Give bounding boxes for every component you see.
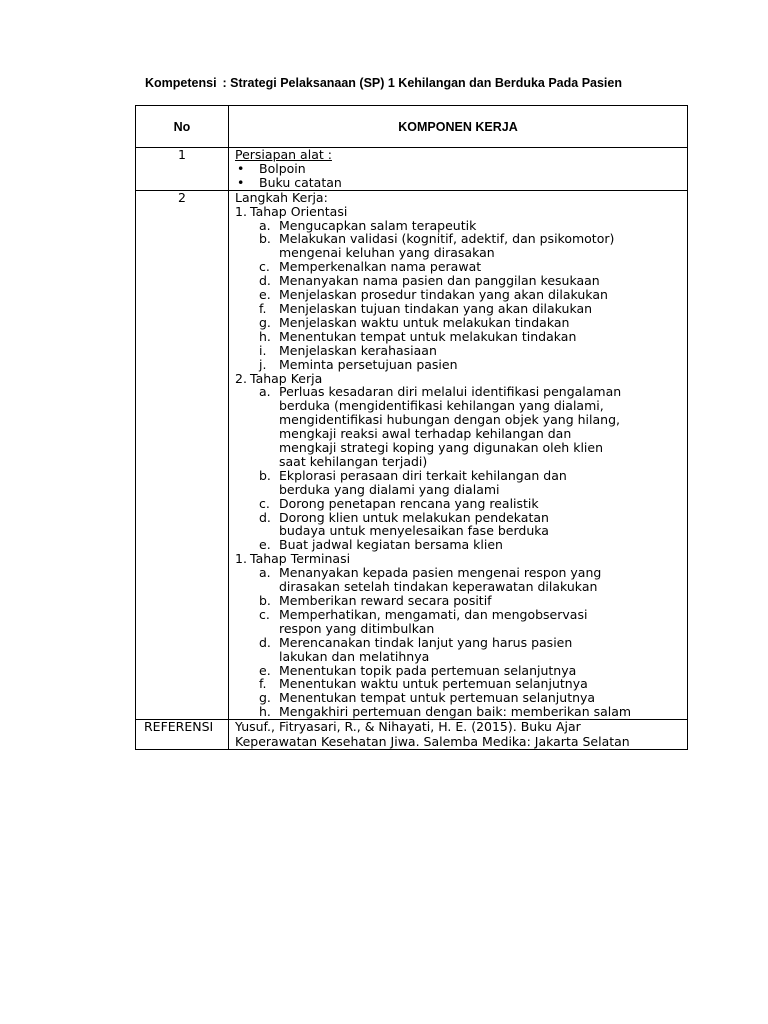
item-letter: h.: [259, 328, 271, 344]
list-item-text: Menentukan tempat untuk melakukan tindakan: [279, 328, 577, 344]
list-item-text: Meminta persetujuan pasien: [279, 356, 458, 372]
list-item: [235, 636, 687, 650]
list-item: [235, 691, 687, 705]
list-item-text: Merencanakan tindak lanjut yang harus pasien: [279, 634, 573, 650]
list-item: [235, 316, 687, 330]
list-item-continuation: [235, 399, 687, 413]
section-number: 1.: [235, 551, 247, 567]
list-item-text: Menentukan topik pada pertemuan selanjutnya: [279, 662, 577, 678]
list-item: [235, 705, 687, 719]
list-item-text: mengkaji strategi koping yang digunakan oleh klien: [279, 440, 603, 456]
item-letter: d.: [259, 273, 271, 289]
item-letter: e.: [259, 537, 271, 553]
item-letter: g.: [259, 690, 271, 706]
document-heading: [145, 76, 705, 90]
list-item-text: Melakukan validasi (kognitif, adektif, dan psikomotor): [279, 231, 615, 247]
list-item-text: saat kehilangan terjadi): [279, 453, 428, 469]
list-item-text: Menjelaskan prosedur tindakan yang akan dilakukan: [279, 287, 608, 303]
list-item-text: berduka (mengidentifikasi kehilangan yang dialami,: [279, 398, 604, 414]
list-item-text: Bolpoin: [259, 160, 306, 176]
referensi-cell: [229, 720, 688, 750]
section-heading: [235, 205, 687, 219]
list-item-text: mengkaji reaksi awal terhadap kehilangan dan: [279, 426, 572, 442]
list-item: [235, 162, 687, 176]
list-item-continuation: [235, 455, 687, 469]
list-item: [235, 274, 687, 288]
list-item: [235, 385, 687, 399]
list-item-continuation: [235, 483, 687, 497]
list-item-text: Dorong klien untuk melakukan pendekatan: [279, 509, 549, 525]
list-item-continuation: [235, 580, 687, 594]
row-number: 1: [136, 148, 229, 191]
list-item-text: Mengakhiri pertemuan dengan baik: memberikan salam: [279, 704, 632, 720]
bullet-icon: •: [237, 174, 245, 190]
list-item-text: Menentukan waktu untuk pertemuan selanjutnya: [279, 676, 588, 692]
list-item: [235, 511, 687, 525]
list-item: [235, 497, 687, 511]
list-item-text: Ekplorasi perasaan diri terkait kehilangan dan: [279, 467, 567, 483]
list-item-continuation: [235, 524, 687, 538]
list-item-text: Menanyakan kepada pasien mengenai respon yang: [279, 565, 602, 581]
item-letter: c.: [259, 495, 270, 511]
list-item-text: Memperhatikan, mengamati, dan mengobservasi: [279, 606, 588, 622]
table-row-langkah: [136, 190, 688, 719]
list-item: [235, 288, 687, 302]
list-item-text: Mengucapkan salam terapeutik: [279, 217, 477, 233]
item-letter: a.: [259, 217, 271, 233]
section-heading: [235, 372, 687, 386]
list-item-text: Menjelaskan tujuan tindakan yang akan dilakukan: [279, 300, 593, 316]
item-letter: b.: [259, 467, 271, 483]
list-item: [235, 566, 687, 580]
list-item-text: budaya untuk menyelesaikan fase berduka: [279, 523, 549, 539]
persiapan-title: Persiapan alat :: [235, 147, 332, 162]
list-item-text: Memperkenalkan nama perawat: [279, 259, 482, 275]
bullet-icon: •: [237, 160, 245, 176]
sp-table: [135, 105, 688, 750]
list-item-text: berduka yang dialami yang dialami: [279, 481, 500, 497]
list-item-continuation: [235, 650, 687, 664]
list-item-text: Menjelaskan kerahasiaan: [279, 342, 437, 358]
item-letter: g.: [259, 314, 271, 330]
list-item-text: mengidentifikasi hubungan dengan objek yang hilang,: [279, 412, 620, 428]
section-heading: [235, 552, 687, 566]
table-header-row: [136, 106, 688, 148]
list-item: [235, 260, 687, 274]
row-number: 2: [136, 190, 229, 719]
list-item-text: Menjelaskan waktu untuk melakukan tindakan: [279, 314, 570, 330]
list-item: [235, 219, 687, 233]
list-item: [235, 232, 687, 246]
list-item-continuation: [235, 441, 687, 455]
persiapan-alat-cell: [229, 148, 688, 191]
list-item: [235, 330, 687, 344]
referensi-label: REFERENSI: [136, 720, 229, 750]
list-item-text: Menanyakan nama pasien dan panggilan kesukaan: [279, 273, 600, 289]
item-letter: h.: [259, 704, 271, 720]
heading-title: : Strategi Pelaksanaan (SP) 1 Kehilangan dan Berduka Pada Pasien: [222, 76, 622, 90]
item-letter: d.: [259, 634, 271, 650]
list-item-text: Memberikan reward secara positif: [279, 593, 492, 608]
item-letter: b.: [259, 593, 271, 608]
list-item-text: mengenai keluhan yang dirasakan: [279, 245, 495, 261]
list-item: [235, 594, 687, 608]
list-item-continuation: [235, 246, 687, 260]
item-letter: a.: [259, 565, 271, 581]
list-item: [235, 176, 687, 190]
item-letter: j.: [259, 356, 267, 372]
list-item: [235, 538, 687, 552]
item-letter: d.: [259, 509, 271, 525]
item-letter: c.: [259, 606, 270, 622]
item-letter: a.: [259, 384, 271, 400]
list-item: [235, 344, 687, 358]
list-item: [235, 302, 687, 316]
reference-line: Yusuf., Fitryasari, R., & Nihayati, H. E. (2015). Buku Ajar: [235, 719, 581, 735]
item-letter: e.: [259, 662, 271, 678]
header-no: No: [136, 106, 229, 148]
list-item-text: dirasakan setelah tindakan keperawatan dilakukan: [279, 579, 598, 595]
list-item: [235, 358, 687, 372]
item-letter: f.: [259, 300, 267, 316]
table-row-referensi: [136, 720, 688, 750]
table-row-persiapan: [136, 148, 688, 191]
reference-line: Keperawatan Kesehatan Jiwa. Salemba Medika: Jakarta Selatan: [235, 733, 630, 749]
list-item-text: lakukan dan melatihnya: [279, 648, 430, 664]
section-title: Tahap Terminasi: [250, 551, 351, 567]
langkah-title: Langkah Kerja:: [235, 189, 328, 205]
langkah-kerja-cell: [229, 190, 688, 719]
list-item: [235, 664, 687, 678]
item-letter: f.: [259, 676, 267, 692]
list-item-text: Menentukan tempat untuk pertemuan selanjutnya: [279, 690, 596, 706]
item-letter: b.: [259, 231, 271, 247]
list-item-text: respon yang ditimbulkan: [279, 620, 435, 636]
item-letter: c.: [259, 259, 270, 275]
item-letter: i.: [259, 342, 267, 358]
item-letter: e.: [259, 287, 271, 303]
list-item-continuation: [235, 622, 687, 636]
list-item: [235, 677, 687, 691]
list-item-text: Buat jadwal kegiatan bersama klien: [279, 537, 503, 553]
section-title: Tahap Kerja: [250, 370, 323, 386]
list-item-continuation: [235, 413, 687, 427]
header-komponen-kerja: KOMPONEN KERJA: [229, 106, 688, 148]
list-item-text: Dorong penetapan rencana yang realistik: [279, 495, 539, 511]
section-number: 2.: [235, 370, 247, 386]
list-item: [235, 608, 687, 622]
heading-label: Kompetensi: [145, 76, 217, 90]
list-item-text: Perluas kesadaran diri melalui identifikasi pengalaman: [279, 384, 622, 400]
list-item-text: Buku catatan: [259, 174, 342, 190]
list-item-continuation: [235, 427, 687, 441]
section-title: Tahap Orientasi: [250, 203, 348, 219]
list-item: [235, 469, 687, 483]
section-number: 1.: [235, 203, 247, 219]
